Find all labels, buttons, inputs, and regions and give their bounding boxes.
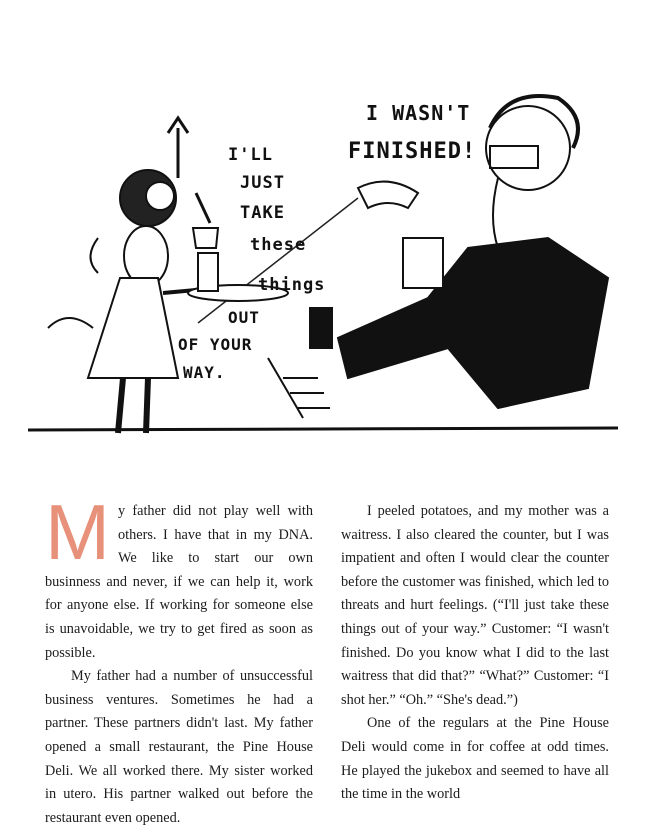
article-column-right [341,500,609,807]
paragraph-text: y father did not play well with others. I have that in my DNA. We like to start our own businness and never, if we can help it, work for anyone else. If working for someone else is unavoidable, we try to get fired as soon as possible. [45,503,313,661]
customer-speech [348,101,476,164]
article-paragraph: My father had a number of unsuccessful business ventures. Sometimes he had a partner. These partners didn't last. My father opened a small restaurant, the Pine House Deli. We all worked there. My sister worked in utero. His partner walked out before the restaurant even opened. [45,668,313,826]
article-paragraph: I peeled potatoes, and my mother was a waitress. I also cleared the counter, but I was impatient and often I would clear the counter before the customer was finished, which led to threats and hurt feelings. (“I'll just take these things out of your way.” Customer: “I wasn't finished. Do you know what I did to the last waitress that did that?” “What?” Customer: “I shot her.” “Oh.” “She's dead.”) [341,503,609,708]
speech-line: FINISHED! [348,139,477,164]
article-paragraph [45,488,313,665]
drop-cap: M [45,488,110,576]
speech-line: JUST [240,173,285,193]
speech-line: OUT [228,308,260,327]
article-paragraph: One of the regulars at the Pine House Deli would come in for coffee at odd times. He played the jukebox and seemed to have all the time in the world [341,715,609,803]
speech-line: I'LL [228,145,273,165]
counter-items [268,182,443,418]
speech-line: OF YOUR [178,335,253,354]
speech-line: TAKE [240,203,285,223]
cartoon-illustration [28,78,628,478]
speech-line: I WASN'T [366,101,471,125]
speech-line: these [250,235,307,255]
waitress-figure [48,170,218,433]
speech-line: things [258,275,326,295]
speech-line: WAY. [183,363,226,382]
article-column-left [45,488,313,830]
